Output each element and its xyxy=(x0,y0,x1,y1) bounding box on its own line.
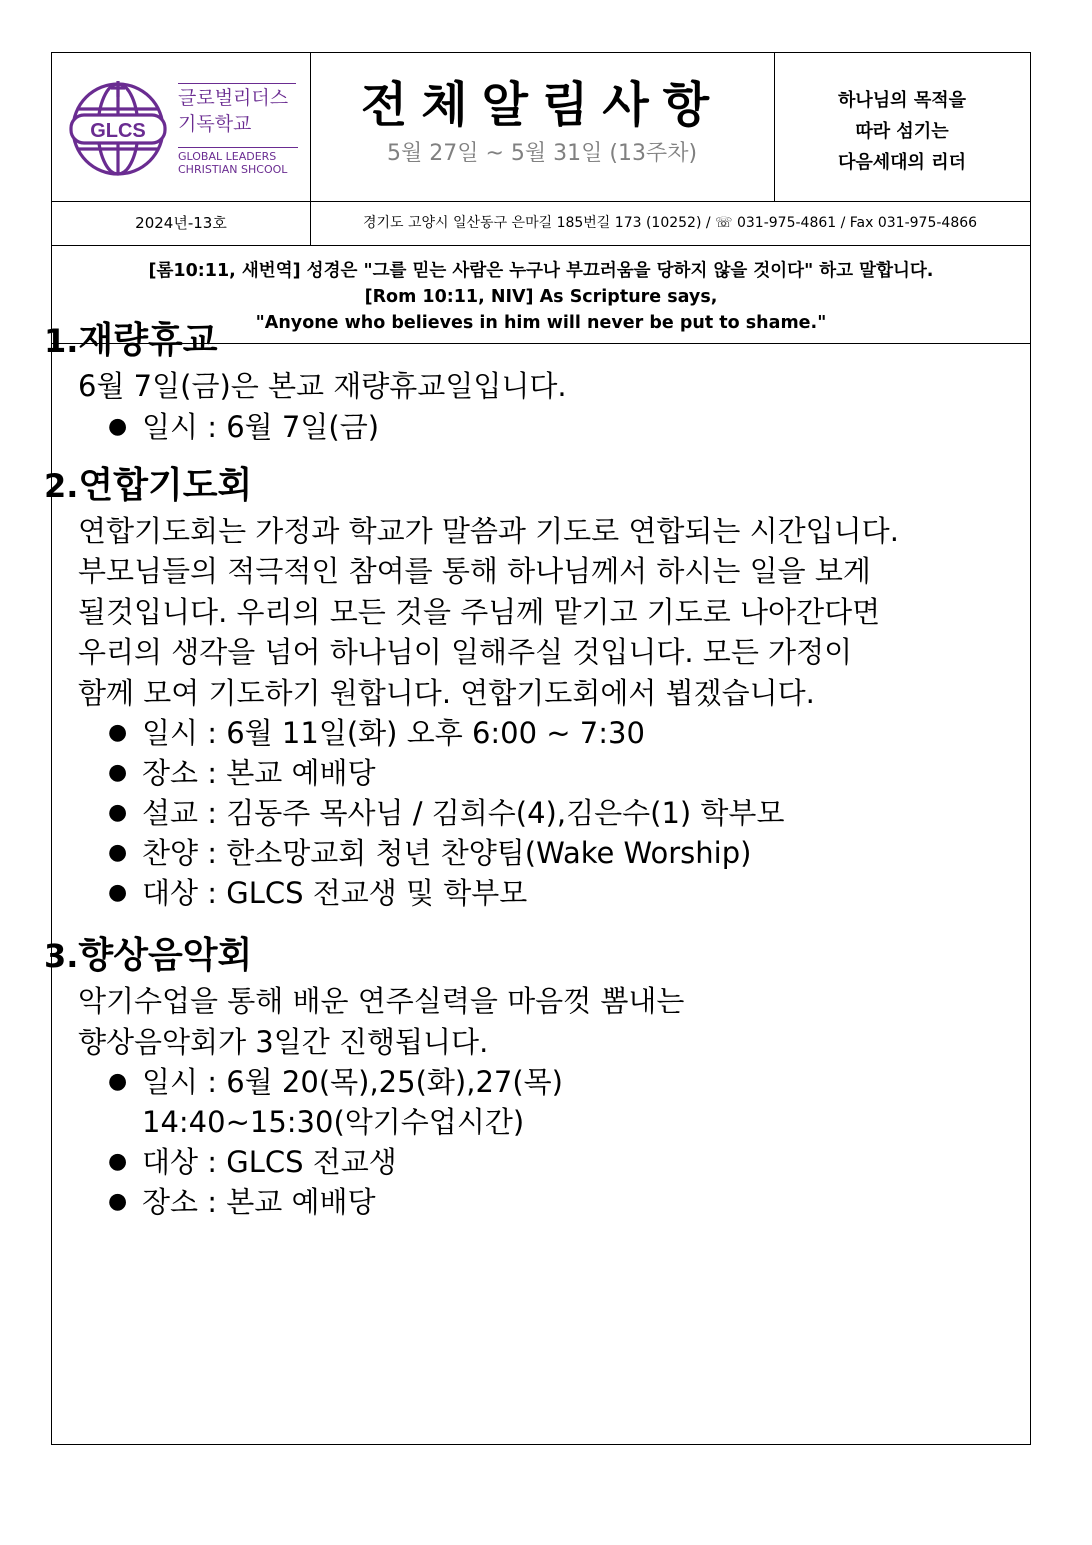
list-item: ● 일시 : 6월 11일(화) 오후 6:00 ~ 7:30 xyxy=(108,713,964,753)
motto-cell xyxy=(774,53,1030,201)
school-name-line2: 기독학교 xyxy=(178,113,252,135)
title-cell xyxy=(310,53,775,201)
verse-korean: [롬10:11, 새번역] 성경은 "그를 믿는 사람은 누구나 부끄러움을 당하지 않을 것이다" 하고 말합니다. xyxy=(148,261,934,281)
school-name-en xyxy=(178,147,298,176)
list-item: ● 일시 : 6월 7일(금) xyxy=(108,407,964,447)
detail-list xyxy=(108,1062,964,1222)
list-item-text: 일시 : 6월 20(목),25(화),27(목) xyxy=(142,1065,563,1099)
list-item: ● 대상 : GLCS 전교생 xyxy=(108,1142,964,1182)
list-item: ● 찬양 : 한소망교회 청년 찬양팀(Wake Worship) xyxy=(108,833,964,873)
verse-english-1: [Rom 10:11, NIV] As Scripture says, xyxy=(364,287,718,307)
detail-list xyxy=(108,407,964,447)
motto-line: 따라 섬기는 xyxy=(855,121,949,142)
section-text-line: 연합기도회는 가정과 학교가 말씀과 기도로 연합되는 시간입니다. xyxy=(78,513,899,548)
section-text-line: 향상음악회가 3일간 진행됩니다. xyxy=(78,1024,489,1059)
section-number: 3. xyxy=(44,937,79,975)
list-item: ● 설교 : 김동주 목사님 / 김희수(4),김은수(1) 학부모 xyxy=(108,793,964,833)
section-name: 재량휴교 xyxy=(78,320,218,361)
section-number: 2. xyxy=(44,466,79,505)
list-item: ● 대상 : GLCS 전교생 및 학부모 xyxy=(108,873,964,913)
list-item xyxy=(108,1062,964,1142)
section-text-line: 함께 모여 기도하기 원합니다. 연합기도회에서 뵙겠습니다. xyxy=(78,675,815,710)
section-text: 6월 7일(금)은 본교 재량휴교일입니다. xyxy=(78,369,567,403)
section-text-line: 악기수업을 통해 배운 연주실력을 마음껏 뽐내는 xyxy=(78,984,685,1018)
logo-cell xyxy=(52,53,311,201)
list-item-continuation: 14:40~15:30(악기수업시간) xyxy=(142,1105,525,1139)
verse-english-2: "Anyone who believes in him will never be put to shame." xyxy=(255,313,827,333)
school-name-line1: 글로벌리더스 xyxy=(178,87,289,109)
section-music-concert xyxy=(44,927,964,1222)
section-text-line: 부모님들의 적극적인 참여를 통해 하나님께서 하시는 일을 보게 xyxy=(78,554,871,588)
section-title xyxy=(44,312,964,366)
page-title: 전체알림사항 xyxy=(360,77,724,133)
section-title xyxy=(44,927,964,981)
school-name-ko xyxy=(178,83,296,137)
logo-mark: GLCS xyxy=(90,120,146,142)
school-address: 경기도 고양시 일산동구 은마길 185번길 173 (10252) / ☏ 031-975-4861 / Fax 031-975-4866 xyxy=(362,215,978,231)
header-row xyxy=(52,53,1030,202)
notice-content xyxy=(44,312,964,1222)
list-item: ● 장소 : 본교 예배당 xyxy=(108,753,964,793)
section-day-off xyxy=(44,312,964,447)
date-range: 5월 27일 ~ 5월 31일 (13주차) xyxy=(386,141,698,166)
section-name: 향상음악회 xyxy=(78,935,253,976)
list-item: ● 장소 : 본교 예배당 xyxy=(108,1182,964,1222)
section-number: 1. xyxy=(44,322,79,360)
section-text-line: 될것입니다. 우리의 모든 것을 주님께 맡기고 기도로 나아간다면 xyxy=(78,594,881,629)
section-title xyxy=(44,457,964,511)
detail-list xyxy=(108,713,964,913)
issue-number: 2024년-13호 xyxy=(52,201,311,245)
motto xyxy=(774,85,1030,178)
globe-logo-icon xyxy=(68,77,168,177)
motto-line: 다음세대의 리더 xyxy=(838,152,966,173)
info-row xyxy=(52,201,1030,246)
section-text-line: 우리의 생각을 넘어 하나님이 일해주실 것입니다. 모든 가정이 xyxy=(78,635,853,669)
section-name: 연합기도회 xyxy=(78,464,253,506)
section-prayer-meeting xyxy=(44,457,964,914)
school-name-en-line1: GLOBAL LEADERS xyxy=(178,150,277,163)
school-name-en-line2: CHRISTIAN SHCOOL xyxy=(178,163,288,176)
motto-line: 하나님의 목적을 xyxy=(838,90,966,111)
